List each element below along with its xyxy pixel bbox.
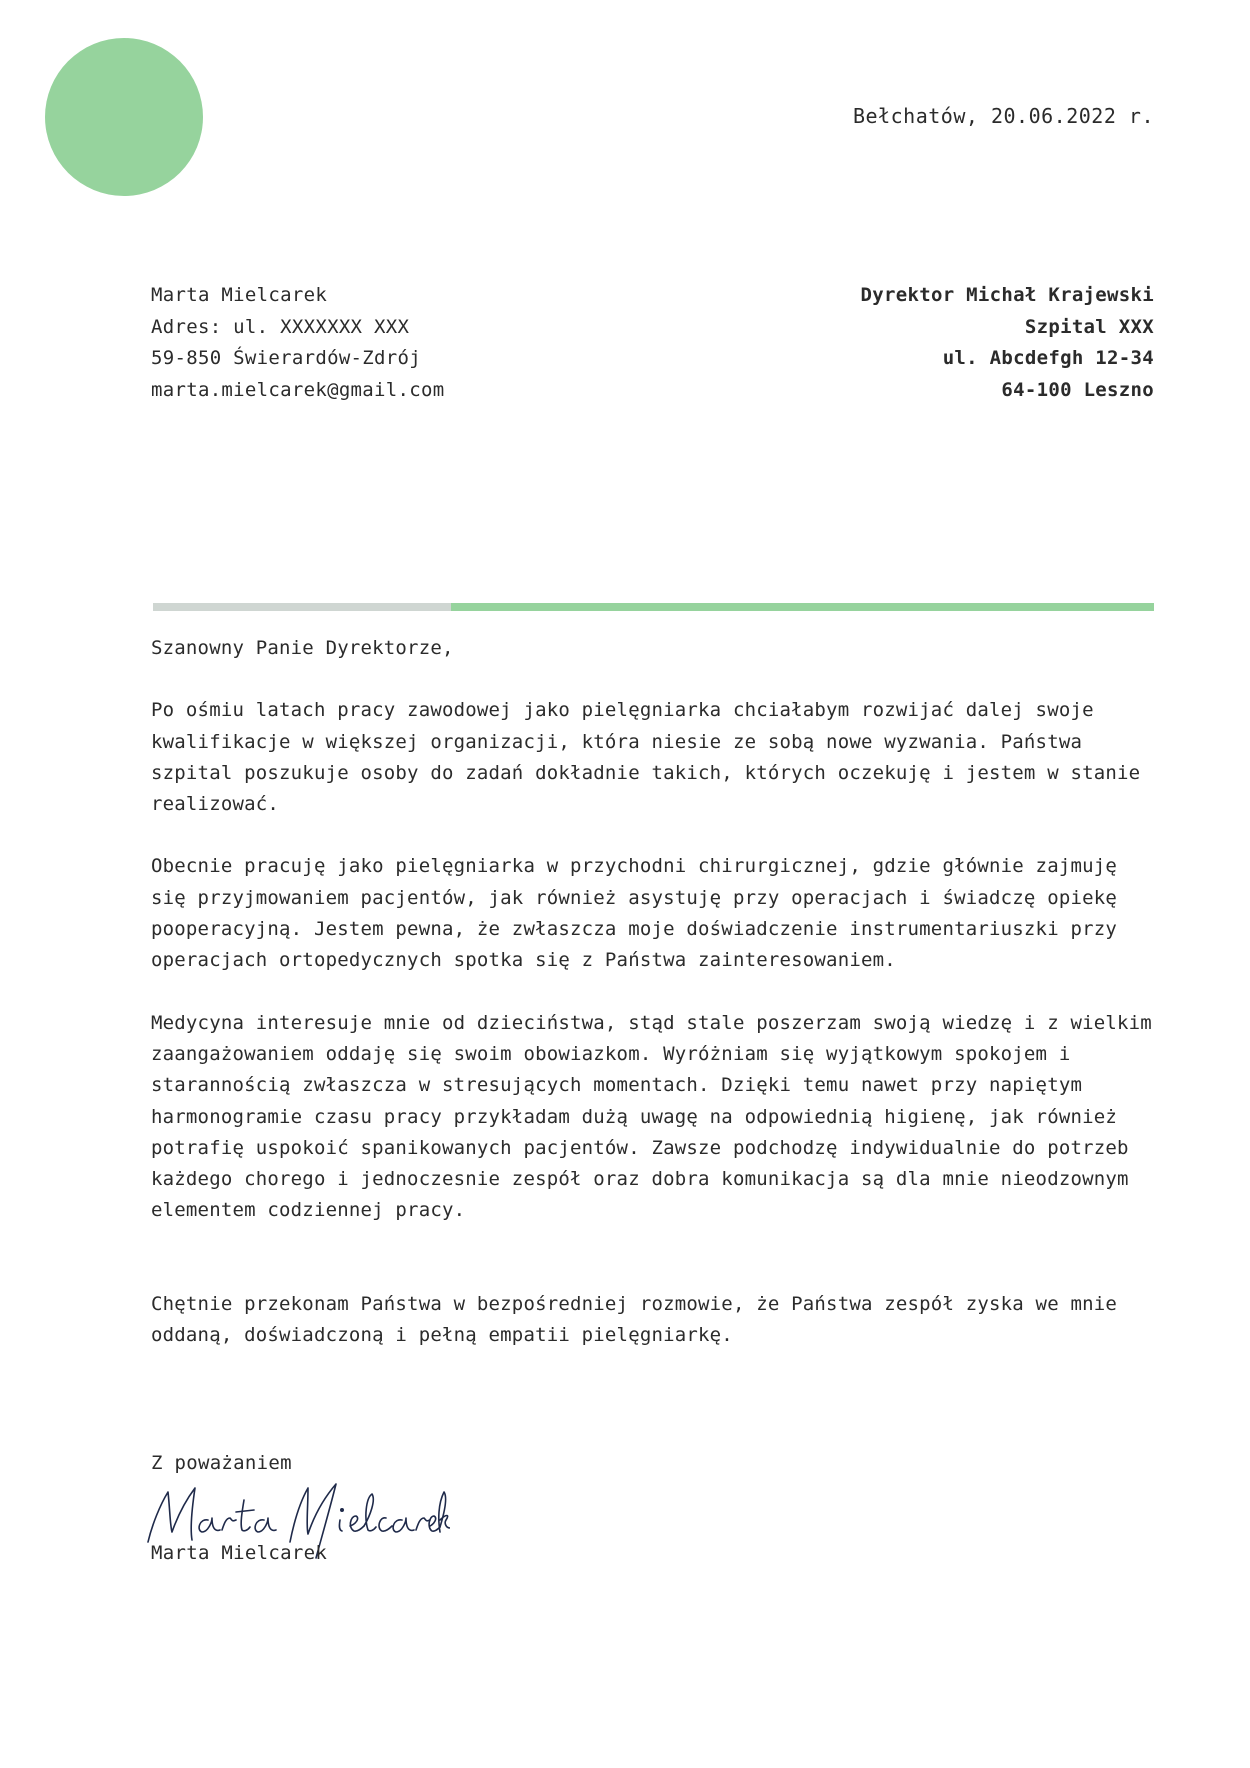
letter-body <box>151 633 1161 1382</box>
letter-closing: Z poważaniem <box>151 1452 292 1474</box>
sender-address: Adres: ul. XXXXXXX XXX <box>151 315 410 338</box>
decorative-circle <box>45 38 203 196</box>
sender-name: Marta Mielcarek <box>151 284 328 306</box>
sender-email: marta.mielcarek@gmail.com <box>151 378 445 401</box>
letter-paragraph: Chętnie przekonam Państwa w bezpośredniej rozmowie, że Państwa zespół zyska we mnie oddaną, doświadczoną i pełną empatii pielęgniarkę. <box>151 1292 1118 1347</box>
letter-paragraph: Po ośmiu latach pracy zawodowej jako pielęgniarka chciałabym rozwijać dalej swoje kwalifikacje w większej organizacji, która niesie ze sobą nowe wyzwania. Państwa szpital poszukuje osoby do zadań dokładnie takich, których oczekuję i jestem w stanie realizować. <box>151 699 1141 816</box>
sender-city: 59-850 Świerardów-Zdrój <box>151 347 421 369</box>
recipient-name: Dyrektor Michał Krajewski <box>860 284 1154 306</box>
divider-green-segment <box>451 603 1154 611</box>
letter-paragraph: Medycyna interesuje mnie od dzieciństwa, stąd stale poszerzam swoją wiedzę i z wielkim zaangażowaniem oddaję się swoim obowiazkom. Wyróżniam się wyjątkowym spokojem i starannością zwłaszcza w stresujących momentach. Dzięki temu nawet przy napiętym harmonogramie czasu pracy przykładam dużą uwagę na odpowiednią higienę, jak również potrafię uspokoić spanikowanych pacjentów. Zawsze podchodzę indywidualnie do potrzeb każdego chorego i jednoczesnie zespół oraz dobra komunikacja są dla mnie nieodzownym elementem codziennej pracy. <box>151 1011 1152 1222</box>
recipient-block <box>861 280 1154 406</box>
divider-grey-segment <box>153 603 451 611</box>
recipient-city: 64-100 Leszno <box>1001 378 1154 401</box>
section-divider <box>153 603 1154 611</box>
letter-paragraph: Obecnie pracuję jako pielęgniarka w przychodni chirurgicznej, gdzie głównie zajmuję się przyjmowaniem pacjentów, jak również asystuję przy operacjach i świadczę opiekę pooperacyjną. Jestem pewna, że zwłaszcza moje doświadczenie instrumentariuszki przy operacjach ortopedycznych spotka się z Państwa zainteresowaniem. <box>151 855 1118 972</box>
sender-block <box>151 280 444 406</box>
letter-greeting: Szanowny Panie Dyrektorze, <box>151 637 454 659</box>
letter-date: Bełchatów, 20.06.2022 r. <box>853 104 1154 128</box>
signed-name: Marta Mielcarek <box>151 1542 328 1564</box>
recipient-institution: Szpital XXX <box>1024 315 1154 338</box>
recipient-street: ul. Abcdefgh 12-34 <box>942 347 1154 369</box>
